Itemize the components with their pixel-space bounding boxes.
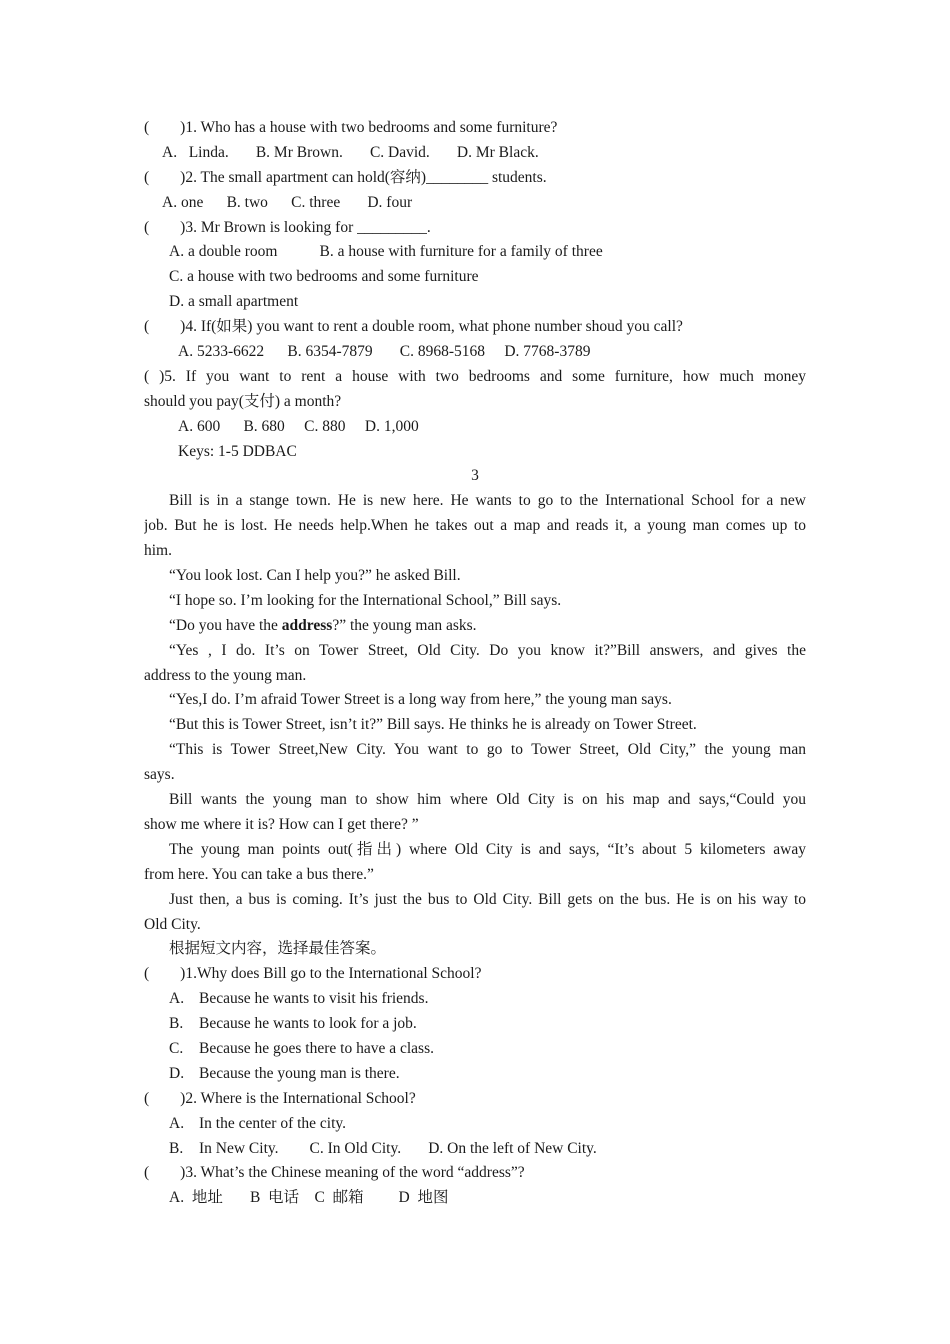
passage-p2: “You look lost. Can I help you?” he asked Bill. (169, 567, 461, 585)
address-bold-word: address (281, 616, 333, 634)
question-3-option-a (144, 240, 806, 265)
passage-p11-line-2: Old City. (144, 915, 201, 933)
question-5-options: A. 600 B. 680 C. 880 D. 1,000 (178, 417, 419, 435)
option-b-text: B. a house with furniture for a family of three (319, 243, 603, 261)
passage-question-2-option-a (144, 1112, 806, 1137)
question-5-line-1: ( )5. If you want to rent a house with two bedrooms and some furniture, how much money (144, 367, 806, 385)
question-2: ( )2. The small apartment can hold(容纳)________ students. (144, 168, 547, 186)
passage-p10-line-1: The young man points out(指出) where Old City is and says, “It’s about 5 kilometers away (169, 840, 806, 858)
question-3-option-d: D. a small apartment (169, 293, 299, 311)
passage-p5-line-2: address to the young man. (144, 666, 307, 684)
option-text: Because he goes there to have a class. (199, 1039, 434, 1057)
option-letter: A. (169, 990, 185, 1008)
passage-question-1-option-b (144, 1012, 806, 1037)
option-letter: B. (169, 1015, 184, 1033)
option-text: Because he wants to look for a job. (199, 1015, 417, 1033)
passage-p1-line-2: job. But he is lost. He needs help.When he takes out a map and reads it, a young man comes up to (144, 517, 806, 535)
section-number: 3 (471, 467, 479, 485)
option-text: Because he wants to visit his friends. (199, 990, 429, 1008)
passage-p9-line-1: Bill wants the young man to show him where Old City is on his map and says,“Could you (169, 791, 806, 809)
option-text: In the center of the city. (199, 1114, 347, 1132)
passage-p9-line-2: show me where it is? How can I get there? ” (144, 815, 419, 833)
question-5-line-2: should you pay(支付) a month? (144, 392, 342, 410)
passage-p11-line-1: Just then, a bus is coming. It’s just the bus to Old City. Bill gets on the bus. He is on his way to (169, 890, 806, 908)
option-letter: D. (169, 1064, 185, 1082)
passage-question-1-option-c (144, 1037, 806, 1062)
passage-p4-before: “Do you have the (169, 616, 282, 634)
passage-p1-line-1: Bill is in a stange town. He is new here. He wants to go to the International School for a new (169, 492, 806, 510)
option-letter: A. (169, 1114, 185, 1132)
option-text: Because the young man is there. (199, 1064, 400, 1082)
passage-question-2: ( )2. Where is the International School? (144, 1089, 416, 1107)
question-3: ( )3. Mr Brown is looking for _________. (144, 218, 431, 236)
passage-p6: “Yes,I do. I’m afraid Tower Street is a long way from here,” the young man says. (169, 691, 672, 709)
question-2-options: A. one B. two C. three D. four (162, 193, 413, 211)
passage-p10-line-2: from here. You can take a bus there.” (144, 865, 374, 883)
question-3-option-c: C. a house with two bedrooms and some furniture (169, 268, 479, 286)
worksheet-content (144, 116, 806, 1211)
option-letter: B. (169, 1139, 184, 1157)
option-text: In New City. C. In Old City. D. On the left of New City. (199, 1139, 597, 1157)
passage-question-2-option-b (144, 1137, 806, 1162)
passage-p4 (144, 614, 806, 639)
passage-p4-after: ?” the young man asks. (332, 616, 477, 634)
passage-p5-line-1: “Yes , I do. It’s on Tower Street, Old City. Do you know it?”Bill answers, and gives the (169, 641, 806, 659)
answer-keys: Keys: 1-5 DDBAC (178, 442, 297, 460)
question-4-options: A. 5233-6622 B. 6354-7879 C. 8968-5168 D. 7768-3789 (178, 343, 591, 361)
passage-question-1-option-d (144, 1062, 806, 1087)
question-4: ( )4. If(如果) you want to rent a double room, what phone number shoud you call? (144, 318, 683, 336)
instruction: 根据短文内容，选择最佳答案。 (169, 940, 387, 958)
passage-p8-line-1: “This is Tower Street,New City. You want to go to Tower Street, Old City,” the young man (169, 741, 806, 759)
passage-question-1: ( )1.Why does Bill go to the International School? (144, 965, 482, 983)
passage-question-1-option-a (144, 987, 806, 1012)
question-1-options: A. Linda. B. Mr Brown. C. David. D. Mr Black. (162, 143, 539, 161)
passage-p7: “But this is Tower Street, isn’t it?” Bill says. He thinks he is already on Tower Street. (169, 716, 697, 734)
passage-question-3-options: A. 地址 B 电话 C 邮箱 D 地图 (169, 1189, 449, 1207)
option-letter: C. (169, 1039, 184, 1057)
passage-p8-line-2: says. (144, 766, 175, 784)
passage-question-3: ( )3. What’s the Chinese meaning of the word “address”? (144, 1164, 525, 1182)
passage-p3: “I hope so. I’m looking for the International School,” Bill says. (169, 591, 562, 609)
question-1: ( )1. Who has a house with two bedrooms and some furniture? (144, 119, 558, 136)
passage-p1-line-3: him. (144, 542, 172, 560)
option-a-text: A. a double room (169, 243, 278, 261)
